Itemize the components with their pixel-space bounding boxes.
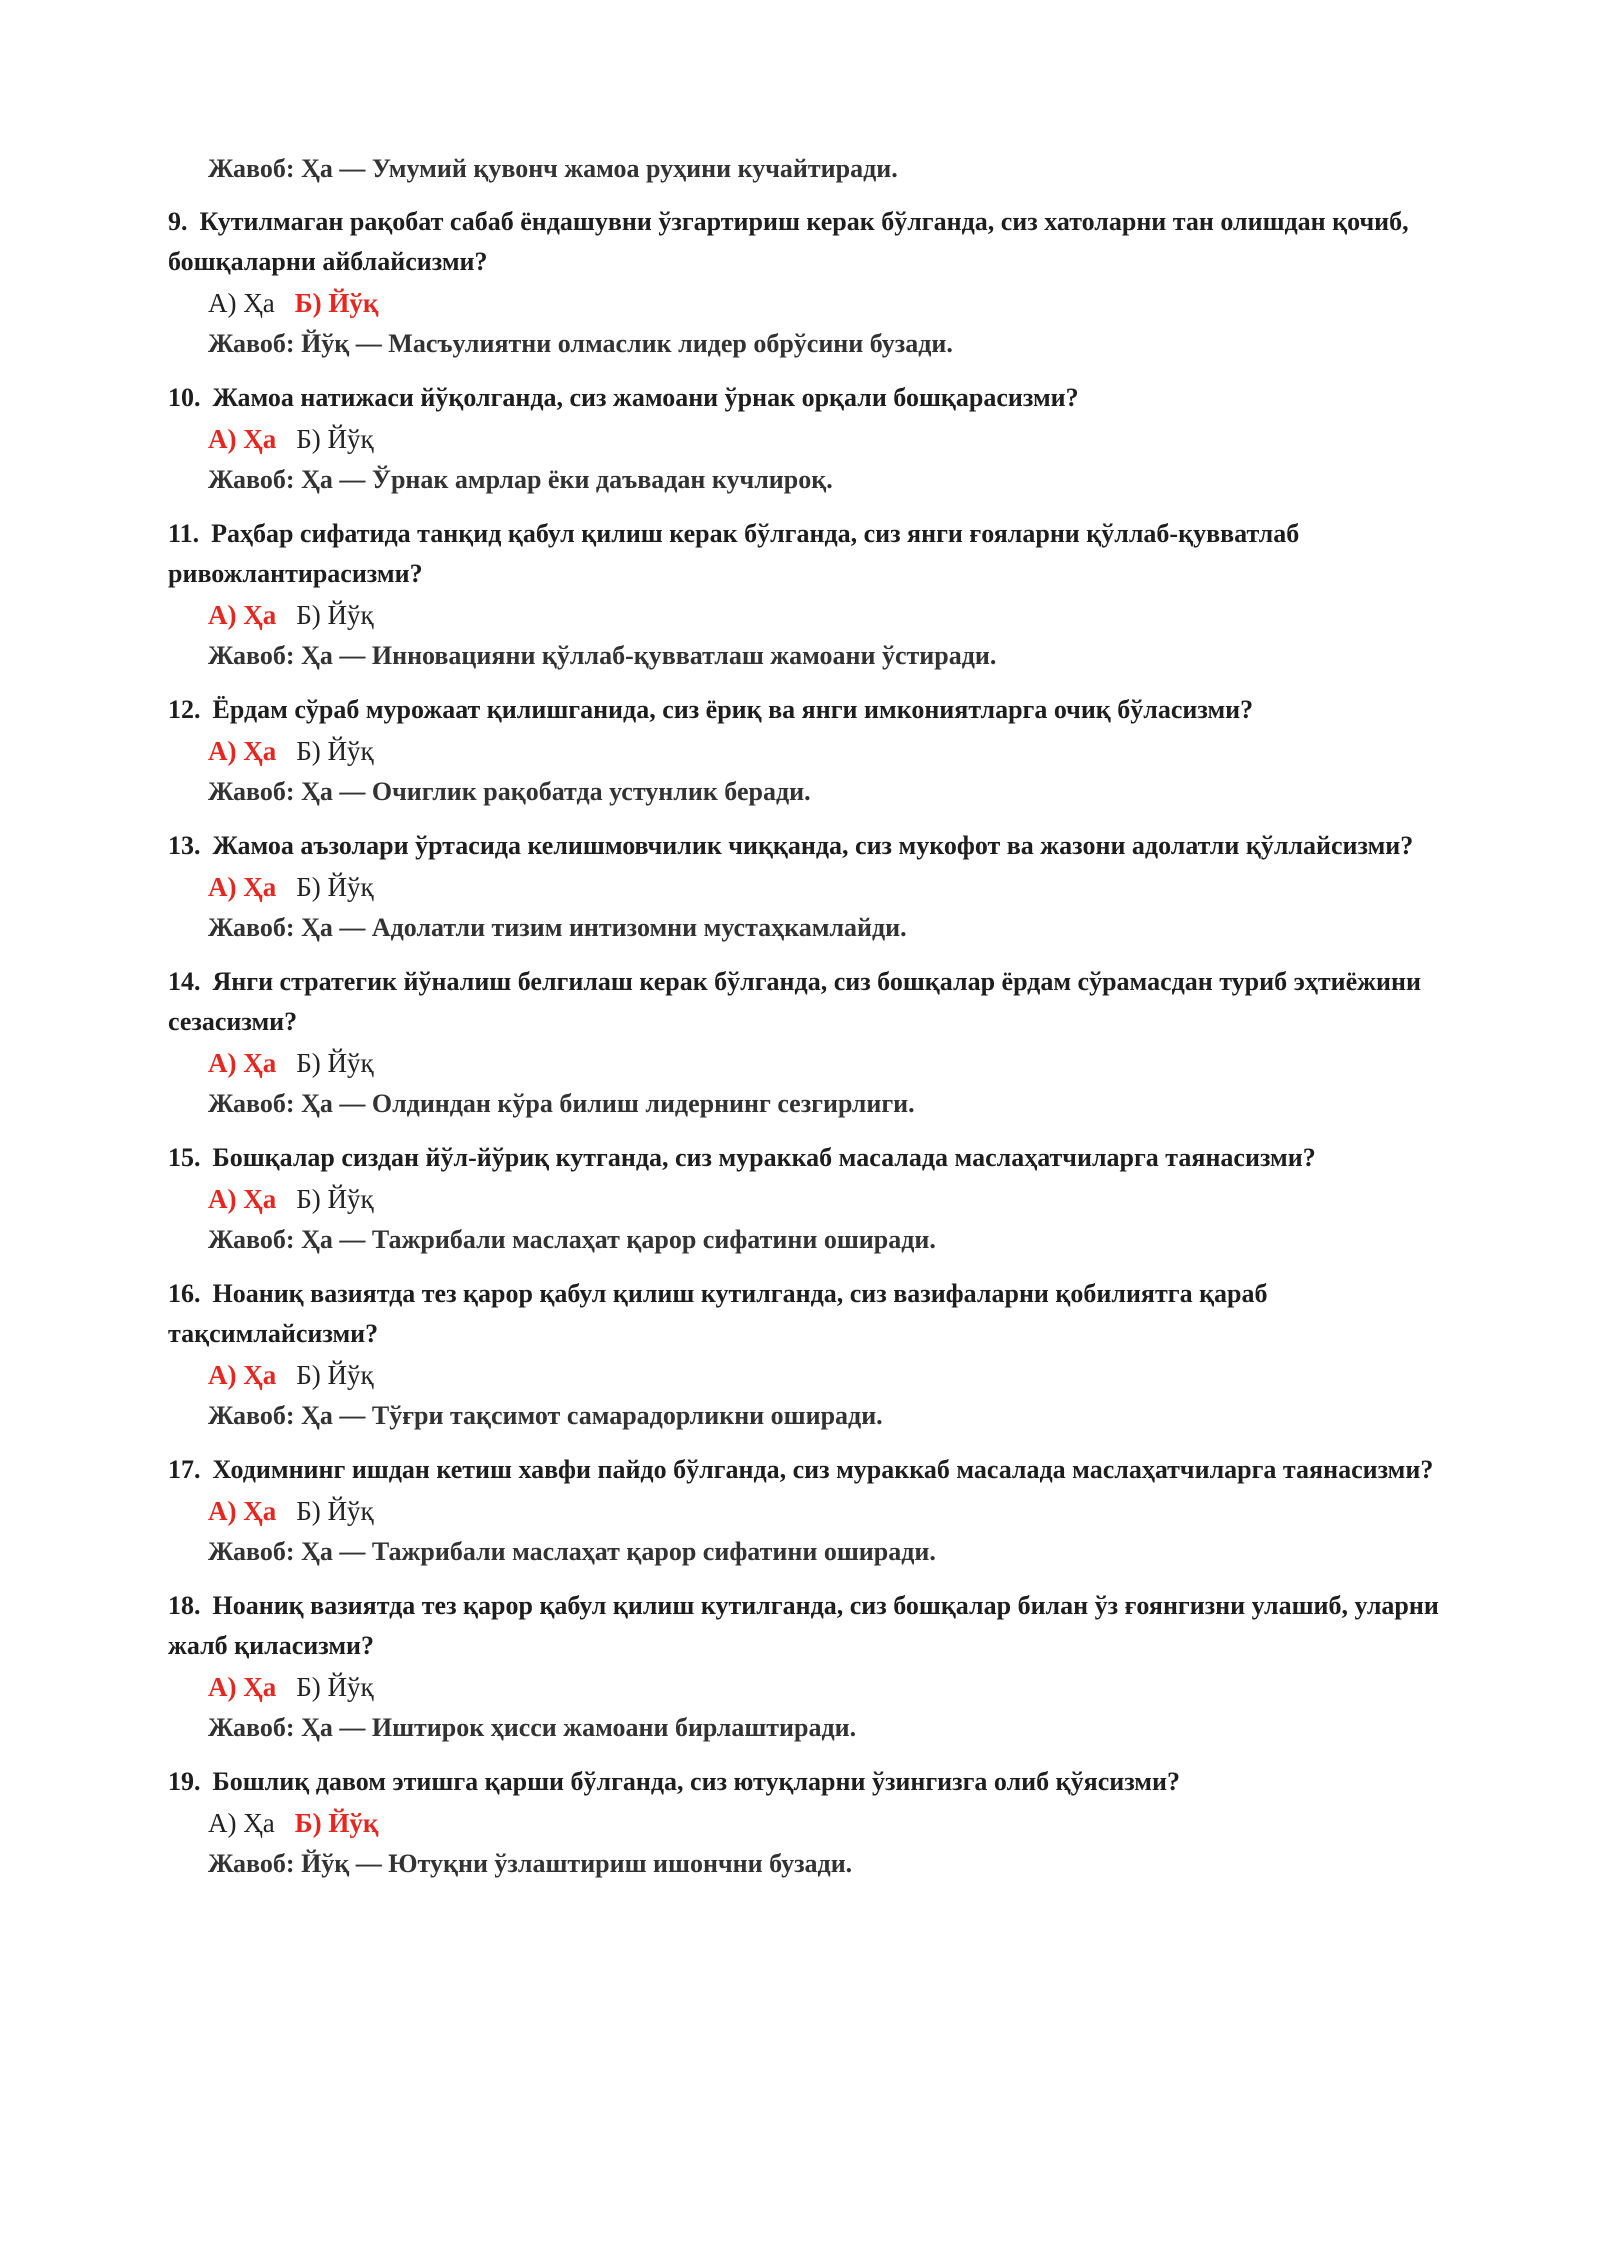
question-text — [168, 1450, 1448, 1490]
question-item — [168, 1138, 1448, 1260]
question-body: Жамоа аъзолари ўртасида келишмовчилик чиққанда, сиз мукофот ва жазони адолатли қўллайсизми? — [212, 831, 1414, 860]
question-item — [168, 514, 1448, 676]
question-number: 9. — [168, 207, 188, 236]
option-a: А) Ҳа — [208, 1184, 277, 1214]
answer-explanation: Жавоб: Ҳа — Очиглик рақобатда устунлик беради. — [208, 777, 811, 806]
quiz-content — [168, 150, 1448, 1898]
option-b: Б) Йўқ — [296, 1496, 374, 1526]
question-body: Янги стратегик йўналиш белгилаш керак бўлганда, сиз бошқалар ёрдам сўрамасдан туриб эҳтиёжини сезасизми? — [168, 967, 1421, 1036]
question-number: 12. — [168, 695, 201, 724]
option-b: Б) Йўқ — [296, 1184, 374, 1214]
previous-answer: Жавоб: Ҳа — Умумий қувонч жамоа руҳини кучайтиради. — [208, 154, 898, 183]
question-item — [168, 202, 1448, 364]
question-body: Ходимнинг ишдан кетиш хавфи пайдо бўлганда, сиз мураккаб масалада маслаҳатчиларга таянасизми? — [212, 1455, 1434, 1484]
question-number: 19. — [168, 1767, 201, 1796]
question-body: Ноаниқ вазиятда тез қарор қабул қилиш кутилганда, сиз бошқалар билан ўз ғоянгизни улашиб, уларни жалб қиласизми? — [168, 1591, 1439, 1660]
question-text — [168, 1586, 1448, 1666]
answer-explanation: Жавоб: Ҳа — Иштирок ҳисси жамоани бирлаштиради. — [208, 1713, 857, 1742]
question-text — [168, 1138, 1448, 1178]
question-text — [168, 514, 1448, 594]
option-a: А) Ҳа — [208, 872, 277, 902]
answer-explanation: Жавоб: Ҳа — Инновацияни қўллаб-қувватлаш жамоани ўстиради. — [208, 641, 997, 670]
option-a: А) Ҳа — [208, 736, 277, 766]
question-item — [168, 962, 1448, 1124]
question-text — [168, 1274, 1448, 1354]
option-a: А) Ҳа — [208, 288, 275, 318]
question-body: Бошқалар сиздан йўл-йўриқ кутганда, сиз мураккаб масалада маслаҳатчиларга таянасизми? — [212, 1143, 1316, 1172]
answer-explanation: Жавоб: Ҳа — Адолатли тизим интизомни мустаҳкамлайди. — [208, 913, 907, 942]
option-b: Б) Йўқ — [296, 736, 374, 766]
option-a: А) Ҳа — [208, 1360, 277, 1390]
option-a: А) Ҳа — [208, 1808, 275, 1838]
question-body: Бошлиқ давом этишга қарши бўлганда, сиз ютуқларни ўзингизга олиб қўясизми? — [212, 1767, 1180, 1796]
option-b: Б) Йўқ — [294, 288, 379, 318]
question-number: 14. — [168, 967, 201, 996]
question-item — [168, 1586, 1448, 1748]
answer-explanation: Жавоб: Ҳа — Олдиндан кўра билиш лидернинг сезгирлиги. — [208, 1089, 915, 1118]
question-text — [168, 1762, 1448, 1802]
question-number: 13. — [168, 831, 201, 860]
question-item — [168, 690, 1448, 812]
option-b: Б) Йўқ — [296, 1360, 374, 1390]
answer-options — [168, 594, 1448, 636]
answer-options — [168, 1666, 1448, 1708]
question-item — [168, 1274, 1448, 1436]
answer-options — [168, 1042, 1448, 1084]
answer-options — [168, 730, 1448, 772]
option-b: Б) Йўқ — [296, 424, 374, 454]
question-text — [168, 826, 1448, 866]
question-body: Кутилмаган рақобат сабаб ёндашувни ўзгартириш керак бўлганда, сиз хатоларни тан олишдан қочиб, бошқаларни айблайсизми? — [168, 207, 1409, 276]
option-b: Б) Йўқ — [296, 872, 374, 902]
option-a: А) Ҳа — [208, 1672, 277, 1702]
question-number: 17. — [168, 1455, 201, 1484]
question-number: 10. — [168, 383, 201, 412]
answer-explanation: Жавоб: Йўқ — Ютуқни ўзлаштириш ишончни бузади. — [208, 1849, 853, 1878]
question-item — [168, 378, 1448, 500]
question-body: Раҳбар сифатида танқид қабул қилиш керак бўлганда, сиз янги ғояларни қўллаб-қувватлаб ривожлантирасизми? — [168, 519, 1300, 588]
option-a: А) Ҳа — [208, 1048, 277, 1078]
question-body: Ёрдам сўраб мурожаат қилишганида, сиз ёриқ ва янги имкониятларга очиқ бўласизми? — [212, 695, 1254, 724]
question-item — [168, 826, 1448, 948]
question-item — [168, 1762, 1448, 1884]
option-b: Б) Йўқ — [296, 1672, 374, 1702]
question-text — [168, 690, 1448, 730]
question-number: 11. — [168, 519, 200, 548]
question-list — [168, 202, 1448, 1884]
answer-options — [168, 1490, 1448, 1532]
option-b: Б) Йўқ — [296, 600, 374, 630]
question-text — [168, 962, 1448, 1042]
question-text — [168, 202, 1448, 282]
answer-explanation: Жавоб: Ҳа — Тажрибали маслаҳат қарор сифатини оширади. — [208, 1537, 936, 1566]
question-number: 15. — [168, 1143, 201, 1172]
answer-explanation: Жавоб: Ҳа — Тажрибали маслаҳат қарор сифатини оширади. — [208, 1225, 936, 1254]
question-text — [168, 378, 1448, 418]
option-a: А) Ҳа — [208, 600, 277, 630]
answer-explanation: Жавоб: Йўқ — Масъулиятни олмаслик лидер обрўсини бузади. — [208, 329, 953, 358]
question-item — [168, 1450, 1448, 1572]
answer-options — [168, 1178, 1448, 1220]
question-body: Ноаниқ вазиятда тез қарор қабул қилиш кутилганда, сиз вазифаларни қобилиятга қараб тақсимлайсизми? — [168, 1279, 1268, 1348]
answer-options — [168, 418, 1448, 460]
answer-options — [168, 1802, 1448, 1844]
question-number: 18. — [168, 1591, 201, 1620]
answer-options — [168, 1354, 1448, 1396]
option-b: Б) Йўқ — [294, 1808, 379, 1838]
option-a: А) Ҳа — [208, 424, 277, 454]
question-body: Жамоа натижаси йўқолганда, сиз жамоани ўрнак орқали бошқарасизми? — [212, 383, 1079, 412]
answer-explanation: Жавоб: Ҳа — Тўғри тақсимот самарадорликни оширади. — [208, 1401, 883, 1430]
answer-explanation: Жавоб: Ҳа — Ўрнак амрлар ёки даъвадан кучлироқ. — [208, 465, 833, 494]
option-b: Б) Йўқ — [296, 1048, 374, 1078]
question-number: 16. — [168, 1279, 201, 1308]
option-a: А) Ҳа — [208, 1496, 277, 1526]
answer-options — [168, 866, 1448, 908]
answer-options — [168, 282, 1448, 324]
